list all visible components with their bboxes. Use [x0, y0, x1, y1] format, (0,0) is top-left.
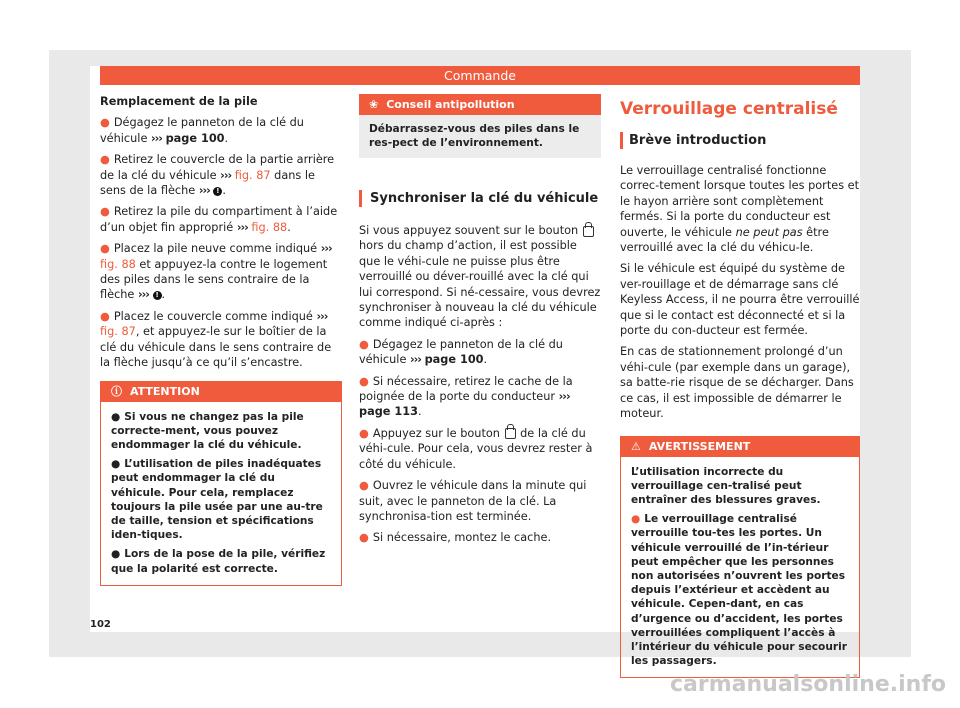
bullet: ●	[100, 116, 110, 130]
page-number: 102	[90, 619, 111, 630]
list-item: ● Lors de la pose de la pile, vérifiez que la polarité est correcte.	[111, 548, 326, 575]
list-item: ● Placez la pile neuve comme indiqué ››› fig. 88 et appuyez-la contre le logement des piles dans le sens contraire de la flèche ››› ! .	[100, 242, 332, 302]
page-header: Commande	[100, 66, 860, 85]
list-item: ● Retirez le couvercle de la partie arrière de la clé du véhicule ››› fig. 87 dans le sens de la flèche ››› ! .	[100, 153, 335, 198]
paragraph: Le verrouillage centralisé fonctionne correc-tement lorsque toutes les portes et le hayon arrière sont complètement fermés. Si la porte du conducteur est ouverte, le véhicule ne peut pas être verrouillé avec la clé du véhicu-le.	[620, 164, 860, 255]
reference-arrows: ›››	[151, 131, 162, 145]
page-link[interactable]: page 113	[359, 405, 418, 419]
paragraph: Si le véhicule est équipé du système de ver-rouillage et de démarrage sans clé Keyless Access, il ne pourra être verrouillé que si le contact est déconnecté et si la porte du con-ducteur est fermée.	[620, 262, 860, 338]
page-link[interactable]: page 100	[424, 353, 484, 367]
list-item: ● Le verrouillage centralisé verrouille tou-tes les portes. Un véhicule verrouillé de l’in-térieur peut empêcher que les personnes non autorisées n’ouvrent les portes depuis l’extérieur et accèdent au véhicule. Cepen-dant, en cas d’urgence ou d’accident, les portes verrouillées compliquent l’accès à l’intérieur du véhicule pour secourir les passagers.	[631, 513, 847, 668]
lock-icon	[505, 428, 516, 439]
figure-link[interactable]: fig. 87	[100, 325, 136, 339]
list-item: ● L’utilisation de piles inadéquates peut endommager la clé du véhicule. Pour cela, remplacez toujours la pile usée par une au-tre de taille, tension et spécifications iden-tiques.	[111, 458, 323, 542]
warning-box	[620, 436, 860, 679]
tip-text: Débarrassez-vous des piles dans le res-pect de l’environnement.	[369, 123, 580, 149]
attention-header: ⓘ ATTENTION	[101, 382, 341, 402]
list-item: ● Si vous ne changez pas la pile correcte-ment, vous pouvez endommager la clé du véhicule.	[111, 410, 304, 451]
column-key-sync	[359, 94, 601, 552]
watermark: carmanualsonline.info	[670, 672, 946, 697]
paragraph: En cas de stationnement prolongé d’un véhi-cule (par exemple dans un garage), sa batte-rie risque de se décharger. Dans ce cas, il est impossible de démarrer le moteur.	[620, 345, 854, 421]
list-item: ● Si nécessaire, montez le cache.	[359, 531, 552, 545]
list-item: ● Ouvrez le véhicule dans la minute qui suit, avec le panneton de la clé. La synchronisa-tion est terminée.	[359, 479, 587, 523]
column-battery-replacement	[100, 94, 342, 586]
section-heading: Remplacement de la pile	[100, 95, 258, 108]
warning-text: L’utilisation incorrecte du verrouillage cen-tralisé peut entraîner des blessures graves.	[631, 465, 821, 506]
column-central-locking	[620, 94, 860, 678]
attention-box	[100, 381, 342, 586]
info-circle-icon: ⓘ	[111, 384, 122, 398]
figure-link[interactable]: fig. 87	[234, 168, 271, 182]
tip-header: ❀ Conseil antipollution	[359, 94, 601, 115]
figure-link[interactable]: fig. 88	[251, 220, 288, 234]
section-title: Brève introduction	[620, 132, 860, 149]
list-item: ● Retirez la pile du compartiment à l’aide d’un objet fin approprié ››› fig. 88.	[100, 205, 338, 234]
info-icon: !	[153, 291, 162, 300]
section-title: Synchroniser la clé du véhicule	[359, 190, 601, 207]
lock-icon	[583, 226, 594, 237]
info-icon: !	[213, 187, 222, 196]
warning-triangle-icon: ⚠	[631, 439, 641, 453]
page-link[interactable]: page 100	[165, 131, 225, 145]
intro-paragraph: Si vous appuyez souvent sur le bouton hors du champ d’action, il est possible que le véhi-cule ne puisse plus être verrouillé ou déver-rouillé avec la clé qui lui correspond. Si né-cessaire, vous devrez synchroniser à nouveau la clé du véhicule comme indiqué ci-après :	[359, 224, 601, 330]
list-item: ● Dégagez le panneton de la clé du véhicule ››› page 100.	[100, 116, 304, 145]
chapter-title: Verrouillage centralisé	[620, 99, 838, 119]
environment-tip-box	[359, 94, 601, 158]
list-item: ● Dégagez le panneton de la clé du véhicule ››› page 100.	[359, 337, 563, 367]
list-item: ● Si nécessaire, retirez le cache de la poignée de la porte du conducteur ››› page 113.	[359, 374, 573, 419]
figure-link[interactable]: fig. 88	[100, 257, 136, 271]
list-item: ● Appuyez sur le bouton de la clé du véhi-cule. Pour cela, vous devrez rester à côté du véhicule.	[359, 426, 593, 471]
leaf-icon: ❀	[369, 98, 379, 111]
warning-header: ⚠ AVERTISSEMENT	[621, 437, 859, 457]
list-item: ● Placez le couvercle comme indiqué ››› fig. 87, et appuyez-le sur le boîtier de la clé du véhicule dans le sens contraire de la flèche jusqu’à ce qu’il s’encastre.	[100, 309, 332, 370]
